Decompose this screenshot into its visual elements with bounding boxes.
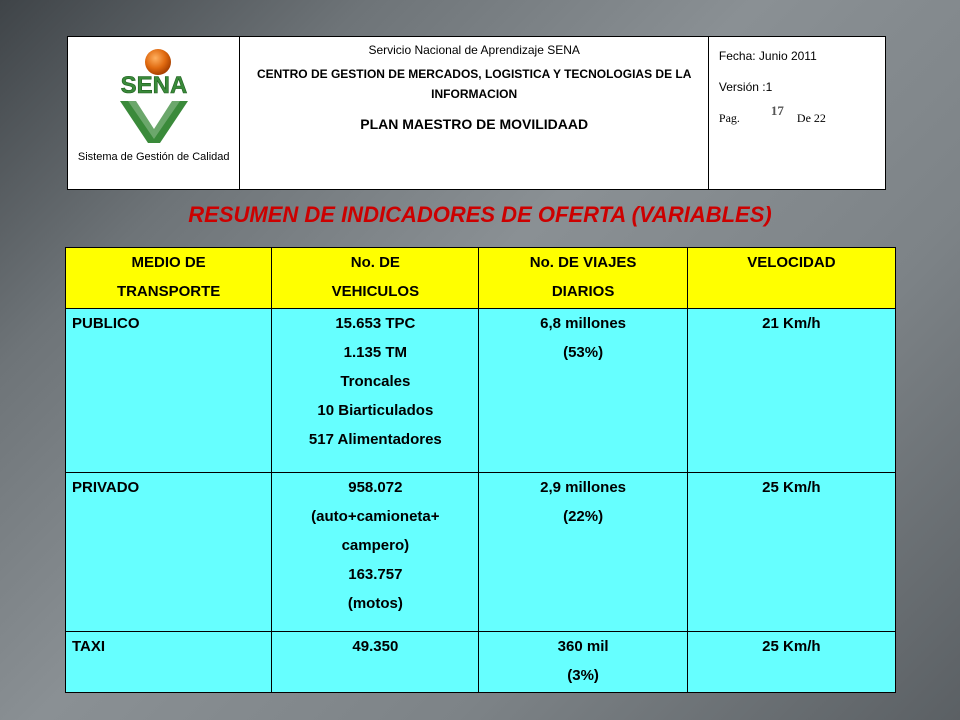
column-header-medio: MEDIO DE TRANSPORTE — [66, 248, 272, 309]
page-indicator — [718, 103, 885, 126]
plan-title: PLAN MAESTRO DE MOVILIDAAD — [360, 116, 589, 132]
org-name: Servicio Nacional de Aprendizaje SENA — [368, 43, 580, 57]
cell-viajes: 360 mil (3%) — [479, 632, 687, 693]
page-label: Pag. — [718, 111, 740, 125]
svg-text:SENA: SENA — [120, 72, 188, 99]
header-title-cell — [240, 37, 708, 190]
table-row — [66, 473, 896, 632]
cell-viajes: 6,8 millones (53%) — [479, 309, 687, 473]
table-header-row — [66, 248, 896, 309]
center-name: CENTRO DE GESTION DE MERCADOS, LOGISTICA Y TECNOLOGIAS DE LA INFORMACION — [256, 67, 692, 101]
page-number: 17 — [770, 103, 784, 118]
cell-vehiculos: 49.350 — [272, 632, 479, 693]
header-meta-cell — [708, 37, 885, 190]
column-header-vehiculos: No. DE VEHICULOS — [272, 248, 479, 309]
cell-velocidad: 21 Km/h — [687, 309, 895, 473]
page-total: De 22 — [796, 111, 826, 125]
table-row — [66, 309, 896, 473]
sena-logo — [106, 45, 202, 149]
document-header — [67, 36, 886, 190]
cell-velocidad: 25 Km/h — [687, 632, 895, 693]
slide-title: RESUMEN DE INDICADORES DE OFERTA (VARIABLES) — [188, 202, 772, 227]
cell-medio: TAXI — [66, 632, 272, 693]
quality-system-label: Sistema de Gestión de Calidad — [77, 151, 230, 163]
table-row — [66, 632, 896, 693]
cell-medio: PUBLICO — [66, 309, 272, 473]
cell-vehiculos: 958.072 (auto+camioneta+ campero) 163.757 (motos) — [272, 473, 479, 632]
cell-velocidad: 25 Km/h — [687, 473, 895, 632]
doc-version: Versión :1 — [718, 80, 773, 94]
cell-medio: PRIVADO — [66, 473, 272, 632]
cell-viajes: 2,9 millones (22%) — [479, 473, 687, 632]
column-header-viajes: No. DE VIAJES DIARIOS — [479, 248, 687, 309]
cell-vehiculos: 15.653 TPC 1.135 TM Troncales 10 Biarticulados 517 Alimentadores — [272, 309, 479, 473]
doc-date: Fecha: Junio 2011 — [718, 49, 817, 63]
sena-logo-icon — [106, 45, 202, 149]
indicators-table — [65, 247, 896, 693]
logo-cell — [68, 37, 240, 190]
column-header-velocidad: VELOCIDAD — [687, 248, 895, 309]
